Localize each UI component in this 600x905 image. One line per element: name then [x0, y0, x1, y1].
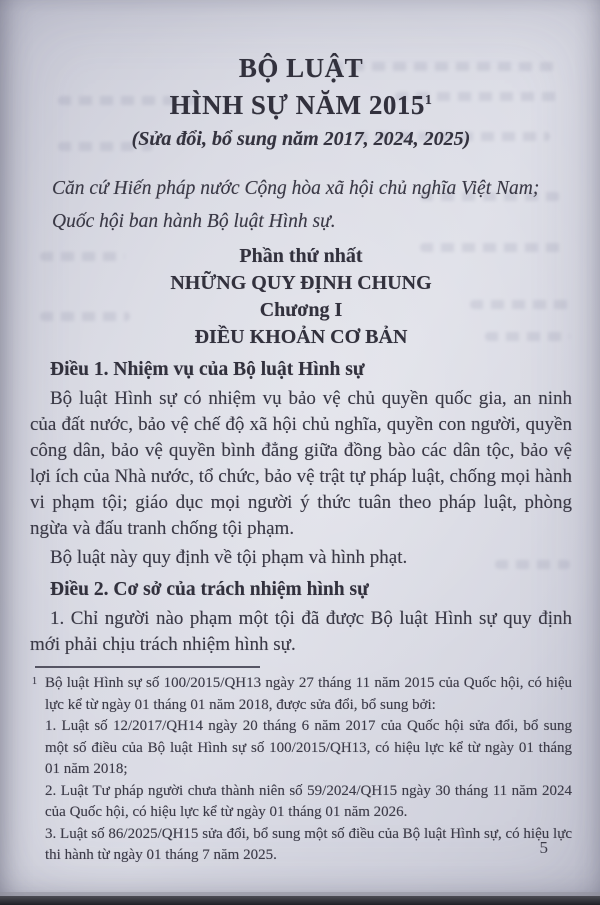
preamble [30, 172, 572, 238]
article-1-paragraph-2: Bộ luật này quy định về tội phạm và hình phạt. [50, 547, 408, 568]
footnote-block [30, 673, 572, 867]
footnote-line-2: 1. Luật số 12/2017/QH14 ngày 20 tháng 6 năm 2017 của Quốc hội sửa đổi, bổ sung một số điều của Bộ luật Hình sự số 100/2015/QH13, có hiệu lực kể từ ngày 01 tháng 01 năm 2018; [45, 718, 572, 777]
title-line2: HÌNH SỰ NĂM 2015 [169, 90, 425, 120]
title-line1: BỘ LUẬT [238, 53, 364, 83]
footnote-separator [35, 666, 260, 668]
article-2 [30, 571, 572, 658]
footnote-line-4: 3. Luật số 86/2025/QH15 sửa đổi, bổ sung một số điều của Bộ luật Hình sự, có hiệu lực thi hành từ ngày 01 tháng 7 năm 2025. [45, 825, 572, 863]
article-2-heading: Điều 2. Cơ sở của trách nhiệm hình sự [50, 579, 369, 600]
page-content [0, 50, 600, 867]
document-subtitle: (Sửa đổi, bổ sung năm 2017, 2024, 2025) [131, 128, 471, 150]
footnote-line-1 [32, 673, 572, 716]
part-title: NHỮNG QUY ĐỊNH CHUNG [170, 272, 432, 294]
chapter-title: ĐIỀU KHOẢN CƠ BẢN [194, 326, 408, 348]
article-1 [30, 351, 572, 571]
footnote-line-3: 2. Luật Tư pháp người chưa thành niên số 59/2024/QH15 ngày 30 tháng 11 năm 2024 của Quốc hội, có hiệu lực kể từ ngày 01 tháng 01 năm 2026. [45, 782, 572, 820]
footnote-reference: 1 [424, 93, 433, 108]
article-1-paragraph-1: Bộ luật Hình sự có nhiệm vụ bảo vệ chủ quyền quốc gia, an ninh của đất nước, bảo vệ chế độ xã hội chủ nghĩa, quyền con người, quyền công dân, bảo vệ quyền bình đẳng giữa đồng bào các dân tộc, bảo vệ lợi ích của Nhà nước, tổ chức, bảo vệ trật tự pháp luật, chống mọi hành vi phạm tội; giáo dục mọi người ý thức tuân theo pháp luật, phòng ngừa và đấu tranh chống tội phạm. [30, 388, 572, 539]
part-heading [30, 243, 572, 297]
footnote-text-1: Bộ luật Hình sự số 100/2015/QH13 ngày 27 tháng 11 năm 2015 của Quốc hội, có hiệu lực kể từ ngày 01 tháng 01 năm 2018, được sửa đổi, bổ sung bởi: [45, 675, 572, 713]
preamble-line-1: Căn cứ Hiến pháp nước Cộng hòa xã hội chủ nghĩa Việt Nam; [52, 178, 540, 199]
document-title [30, 50, 572, 124]
page-number: 5 [539, 838, 548, 857]
footnote-marker: 1 [32, 676, 37, 687]
preamble-line-2: Quốc hội ban hành Bộ luật Hình sự. [52, 211, 336, 232]
part-label: Phần thứ nhất [239, 245, 363, 267]
article-1-heading: Điều 1. Nhiệm vụ của Bộ luật Hình sự [50, 359, 365, 380]
article-2-paragraph-1: 1. Chỉ người nào phạm một tội đã được Bộ luật Hình sự quy định mới phải chịu trách nhiệm hình sự. [30, 608, 572, 655]
page-bottom-edge-shadow [0, 896, 600, 905]
chapter-heading [30, 297, 572, 351]
chapter-label: Chương I [259, 299, 343, 321]
